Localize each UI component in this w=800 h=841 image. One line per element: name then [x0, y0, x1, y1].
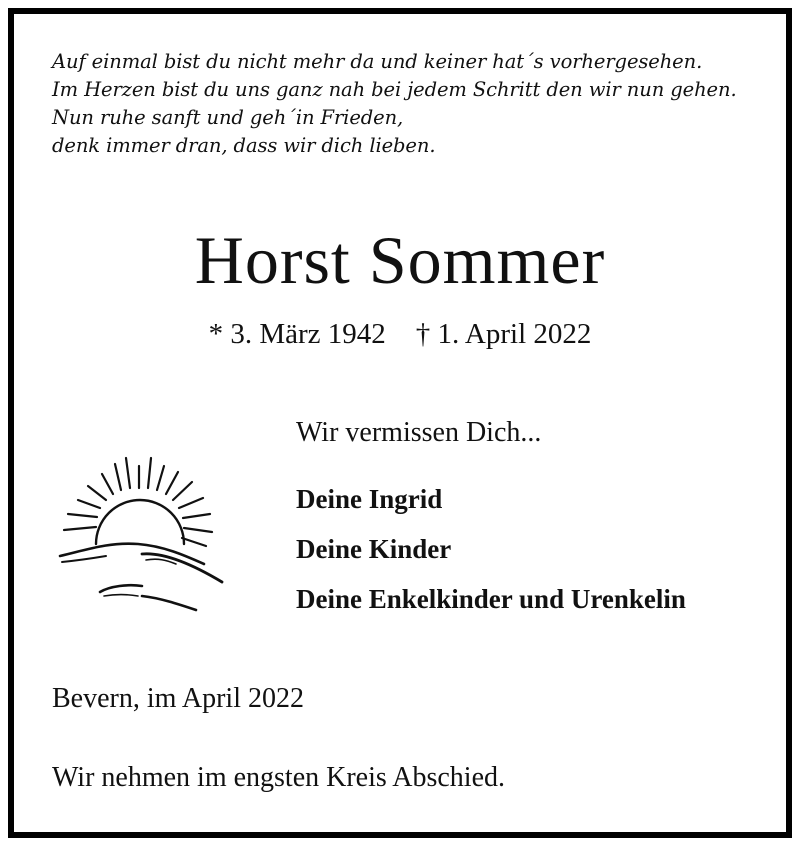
mourner-item: Deine Ingrid: [296, 484, 443, 514]
poem-line: denk immer dran, dass wir dich lieben.: [52, 134, 436, 157]
life-dates: [14, 316, 786, 352]
sun-rays-icon: [64, 458, 212, 546]
death-date: † 1. April 2022: [415, 318, 592, 350]
mourner-item: Deine Kinder: [296, 534, 452, 564]
farewell-note: Wir nehmen im engsten Kreis Abschied.: [52, 762, 505, 793]
memorial-poem: [52, 48, 772, 160]
place-date: Bevern, im April 2022: [52, 683, 304, 714]
poem-line: Auf einmal bist du nicht mehr da und keiner hat´s vorhergesehen.: [52, 50, 703, 73]
deceased-name: Horst Sommer: [194, 222, 606, 298]
mourners-list: [296, 474, 686, 624]
mourner-item: Deine Enkelkinder und Urenkelin: [296, 584, 686, 614]
sunset-over-hills-icon: [46, 446, 236, 612]
miss-you-text: Wir vermissen Dich...: [296, 417, 542, 448]
obituary-notice: [8, 8, 792, 838]
birth-date: * 3. März 1942: [208, 318, 386, 350]
poem-line: Im Herzen bist du uns ganz nah bei jedem Schritt den wir nun gehen.: [52, 78, 737, 101]
poem-line: Nun ruhe sanft und geh´in Frieden,: [52, 106, 404, 129]
